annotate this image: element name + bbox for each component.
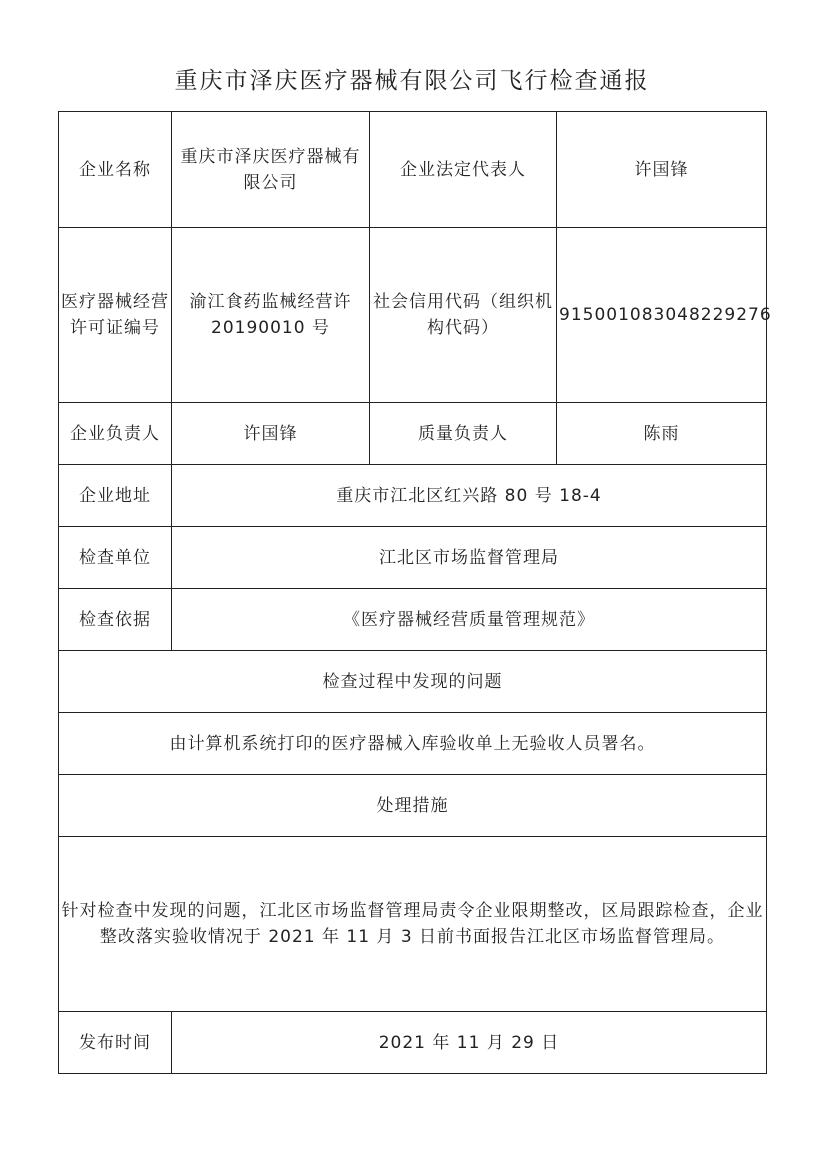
license-label: 医疗器械经营许可证编号: [59, 228, 172, 403]
problems-header: 检查过程中发现的问题: [59, 651, 767, 713]
table-row: [59, 1012, 767, 1074]
address-label: 企业地址: [59, 465, 172, 527]
legal-rep-label: 企业法定代表人: [370, 112, 557, 228]
company-name-value: 重庆市泽庆医疗器械有限公司: [172, 112, 370, 228]
inspection-basis-value: 《医疗器械经营质量管理规范》: [172, 589, 767, 651]
inspection-basis-label: 检查依据: [59, 589, 172, 651]
measures-header: 处理措施: [59, 775, 767, 837]
table-row: [59, 465, 767, 527]
measures-text: 针对检查中发现的问题，江北区市场监督管理局责令企业限期整改，区局跟踪检查，企业整改落实验收情况于 2021 年 11 月 3 日前书面报告江北区市场监督管理局。: [59, 837, 767, 1012]
table-row: [59, 651, 767, 713]
report-table: [58, 111, 772, 1074]
credit-code-value: 915001083048229276: [557, 228, 767, 403]
table-row: [59, 112, 767, 228]
table-row: [59, 228, 767, 403]
publish-time-label: 发布时间: [59, 1012, 172, 1074]
person-in-charge-value: 许国锋: [172, 403, 370, 465]
person-in-charge-label: 企业负责人: [59, 403, 172, 465]
credit-code-label: 社会信用代码（组织机构代码）: [370, 228, 557, 403]
address-value: 重庆市江北区红兴路 80 号 18-4: [172, 465, 767, 527]
table-row: [59, 403, 767, 465]
table-row: [59, 589, 767, 651]
quality-person-label: 质量负责人: [370, 403, 557, 465]
table-row: [59, 713, 767, 775]
inspection-unit-label: 检查单位: [59, 527, 172, 589]
table-row: [59, 775, 767, 837]
inspection-unit-value: 江北区市场监督管理局: [172, 527, 767, 589]
publish-time-value: 2021 年 11 月 29 日: [172, 1012, 767, 1074]
license-value: 渝江食药监械经营许20190010 号: [172, 228, 370, 403]
table-row: [59, 837, 767, 1012]
company-name-label: 企业名称: [59, 112, 172, 228]
table-row: [59, 527, 767, 589]
legal-rep-value: 许国锋: [557, 112, 767, 228]
page-title: 重庆市泽庆医疗器械有限公司飞行检查通报: [174, 68, 650, 94]
quality-person-value: 陈雨: [557, 403, 767, 465]
problems-text: 由计算机系统打印的医疗器械入库验收单上无验收人员署名。: [59, 713, 767, 775]
